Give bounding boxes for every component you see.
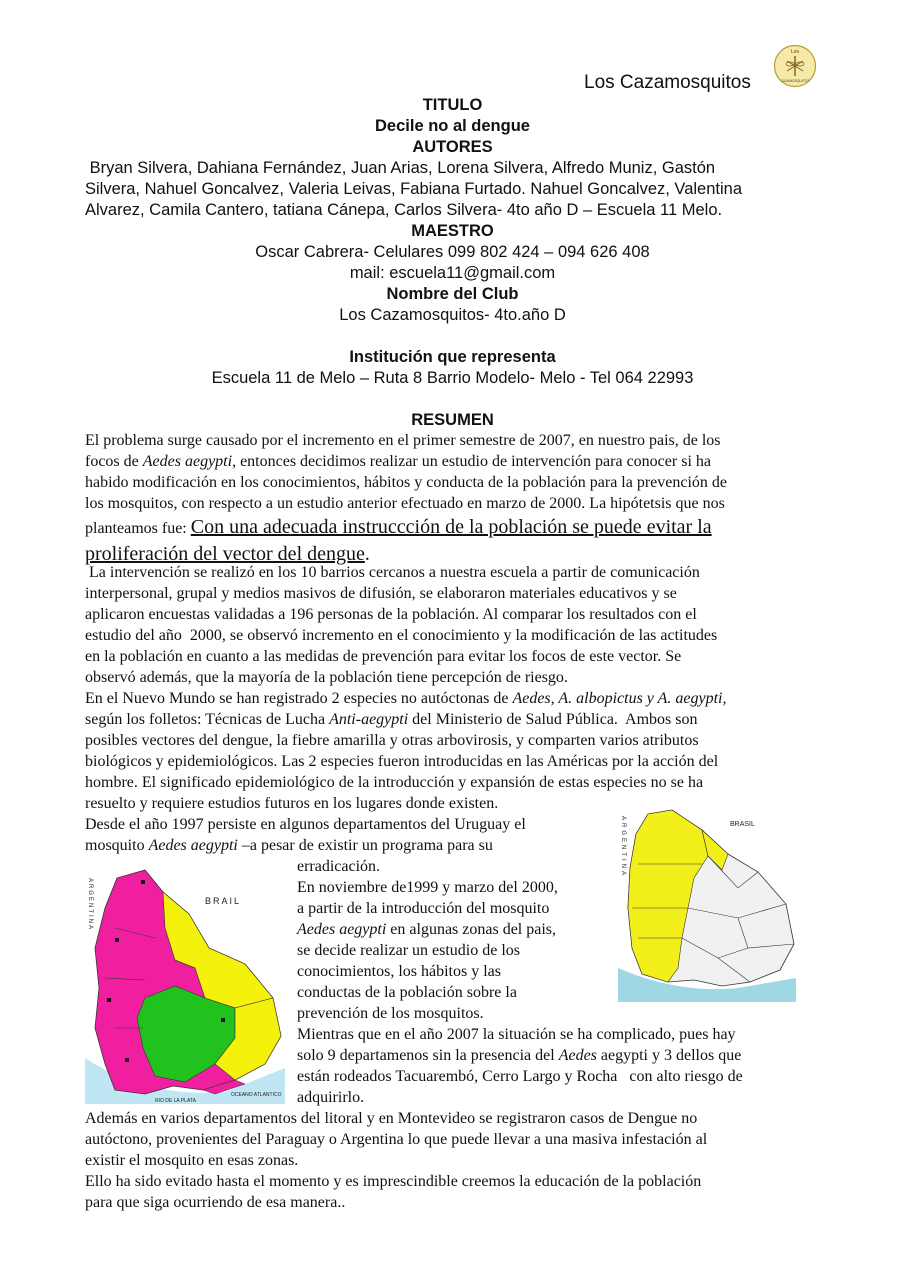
text-line: resuelto y requiere estudios futuros en los lugares donde existen. <box>85 795 499 812</box>
text-run: . <box>364 543 370 565</box>
species-name: Aedes aegypti <box>142 453 233 470</box>
mail: mail: escuela11@gmail.com <box>349 264 556 282</box>
titulo: Decile no al dengue <box>375 117 530 135</box>
paragraph-problema <box>85 430 820 569</box>
text-line: para que siga ocurriendo de esa manera.. <box>85 1194 346 1211</box>
text-run: planteamos fue: <box>85 520 191 537</box>
institucion-label: Institución que representa <box>349 348 556 366</box>
text-line: Ello ha sido evitado hasta el momento y es imprescindible creemos la educación de la población <box>85 1173 702 1190</box>
autores-line: Alvarez, Camila Cantero, tatiana Cánepa, Carlos Silvera- 4to año D – Escuela 11 Melo. <box>85 201 723 219</box>
text-line: en la población en cuanto a las medidas de prevención para evitar los focos de este vector. Se <box>85 648 682 665</box>
club-name-header: Los Cazamosquitos <box>584 72 751 93</box>
map-left-ocean-label: OCEANO ATLANTICO <box>231 1092 282 1098</box>
mosquito-logo-icon <box>773 44 817 88</box>
map-left-brasil-label: BRAIL <box>205 896 242 906</box>
map-right-brasil-label: BRASIL <box>730 821 755 828</box>
text-run: del Ministerio de Salud Pública. Ambos son <box>408 711 698 728</box>
text-line: Además en varios departamentos del litoral y en Montevideo se registraron casos de Dengue no <box>85 1110 698 1127</box>
text-line: conductas de la población sobre la <box>297 984 517 1001</box>
text-line: existir el mosquito en esas zonas. <box>85 1152 299 1169</box>
text-line: El problema surge causado por el incremento en el primer semestre de 2007, en nuestro pais, de los <box>85 432 721 449</box>
text-line: observó además, que la mayoría de la población tiene percepción de riesgo. <box>85 669 568 686</box>
paragraph-nuevo-mundo <box>85 688 820 814</box>
uruguay-map-2007 <box>85 868 285 1104</box>
text-line: adquirirlo. <box>297 1089 365 1106</box>
autores-line: Bryan Silvera, Dahiana Fernández, Juan Arias, Lorena Silvera, Alfredo Muniz, Gastón <box>85 159 716 177</box>
map-left-plata-label: RIO DE LA PLATA <box>155 1098 196 1104</box>
hypothesis-text: proliferación del vector del dengue <box>85 543 365 565</box>
text-line: se decide realizar un estudio de los <box>297 942 521 959</box>
text-line: Desde el año 1997 persiste en algunos departamentos del Uruguay el <box>85 816 526 833</box>
text-run: en algunas zonas del pais, <box>386 921 557 938</box>
text-line: los mosquitos, con respecto a un estudio anterior efectuado en marzo de 2000. La hipótetsis que nos <box>85 495 725 512</box>
resumen-label: RESUMEN <box>411 411 494 429</box>
text-line <box>85 835 605 856</box>
uruguay-map-2000 <box>618 808 796 1002</box>
maestro: Oscar Cabrera- Celulares 099 802 424 – 094 626 408 <box>255 243 650 261</box>
text-line: La intervención se realizó en los 10 barrios cercanos a nuestra escuela a partir de comunicación <box>85 564 700 581</box>
paragraph-conclusion <box>85 1108 820 1213</box>
map-right-argentina-label: ARGENTINA <box>620 816 626 879</box>
text-line: autóctono, provenientes del Paraguay o Argentina lo que puede llevar a una masiva infestación al <box>85 1131 708 1148</box>
logo-top-text: Los <box>790 49 800 55</box>
text-run: focos de <box>85 453 143 470</box>
text-line: interpersonal, grupal y medios masivos de difusión, se elaboraron materiales educativos y se <box>85 585 677 602</box>
maestro-label: MAESTRO <box>411 222 494 240</box>
text-line: erradicación. <box>297 858 381 875</box>
text-line <box>297 1045 817 1066</box>
text-line: están rodeados Tacuarembó, Cerro Largo y Rocha con alto riesgo de <box>297 1068 743 1085</box>
species-name: Aedes, A. albopictus y A. aegypti, <box>512 690 727 707</box>
paragraph-intervencion <box>85 562 820 688</box>
text-line: posibles vectores del dengue, la fiebre amarilla y otras arbovirosis, y comparten varios atributos <box>85 732 699 749</box>
club-label: Nombre del Club <box>386 285 519 303</box>
species-name: Anti-aegypti <box>329 711 409 728</box>
text-line: a partir de la introducción del mosquito <box>297 900 550 917</box>
text-line: estudio del año 2000, se observó incremento en el conocimiento y la modificación de las actitudes <box>85 627 718 644</box>
autores-label: AUTORES <box>412 138 493 156</box>
autores-list <box>85 158 825 221</box>
species-name: Aedes aegypti <box>148 837 238 854</box>
paragraph-column <box>297 856 607 1024</box>
club: Los Cazamosquitos- 4to.año D <box>339 306 566 324</box>
text-run: según los folletos: Técnicas de Lucha <box>85 711 330 728</box>
species-name: Aedes <box>558 1047 597 1064</box>
text-line: conocimientos, los hábitos y las <box>297 963 501 980</box>
text-run: solo 9 departamenos sin la presencia del <box>297 1047 559 1064</box>
map-left-argentina-label: ARGENTINA <box>87 878 93 932</box>
map-image <box>85 868 285 1104</box>
paragraph-desde-1997 <box>85 814 605 856</box>
text-run: –a pesar de existir un programa para su <box>237 837 493 854</box>
text-run: En el Nuevo Mundo se han registrado 2 especies no autóctonas de <box>85 690 513 707</box>
text-line: habido modificación en los conocimientos, hábitos y conducta de la población para la prevención de <box>85 474 728 491</box>
text-line <box>85 514 820 541</box>
text-line: En noviembre de1999 y marzo del 2000, <box>297 879 558 896</box>
text-line: prevención de los mosquitos. <box>297 1005 484 1022</box>
map-image <box>618 808 796 1002</box>
hypothesis-text: Con una adecuada instruccción de la población se puede evitar la <box>190 516 712 538</box>
text-run: aegypti y 3 dellos que <box>596 1047 742 1064</box>
text-line <box>297 919 607 940</box>
text-run: mosquito <box>85 837 149 854</box>
text-line: hombre. El significado epidemiológico de la introducción y expansión de estas especies no se ha <box>85 774 704 791</box>
text-line: aplicaron encuestas validadas a 196 personas de la población. Al comparar los resultados con el <box>85 606 697 623</box>
titulo-label: TITULO <box>422 96 483 114</box>
institucion: Escuela 11 de Melo – Ruta 8 Barrio Modelo- Melo - Tel 064 22993 <box>211 369 694 387</box>
text-line <box>85 451 820 472</box>
autores-line: Silvera, Nahuel Goncalvez, Valeria Leivas, Fabiana Furtado. Nahuel Goncalvez, Valentina <box>85 180 743 198</box>
club-logo <box>773 44 817 88</box>
species-name: Aedes aegypti <box>297 921 387 938</box>
text-line: Mientras que en el año 2007 la situación se ha complicado, pues hay <box>297 1026 736 1043</box>
text-run: , entonces decidimos realizar un estudio de intervención para conocer si ha <box>232 453 711 470</box>
text-line <box>85 688 820 709</box>
paragraph-2007 <box>297 1024 817 1108</box>
logo-bottom-text: CAZAMOSQUITOS <box>780 79 810 83</box>
text-line: biológicos y epidemiológicos. Las 2 especies fueron introducidas en las Américas por la acción del <box>85 753 719 770</box>
text-line <box>85 709 820 730</box>
